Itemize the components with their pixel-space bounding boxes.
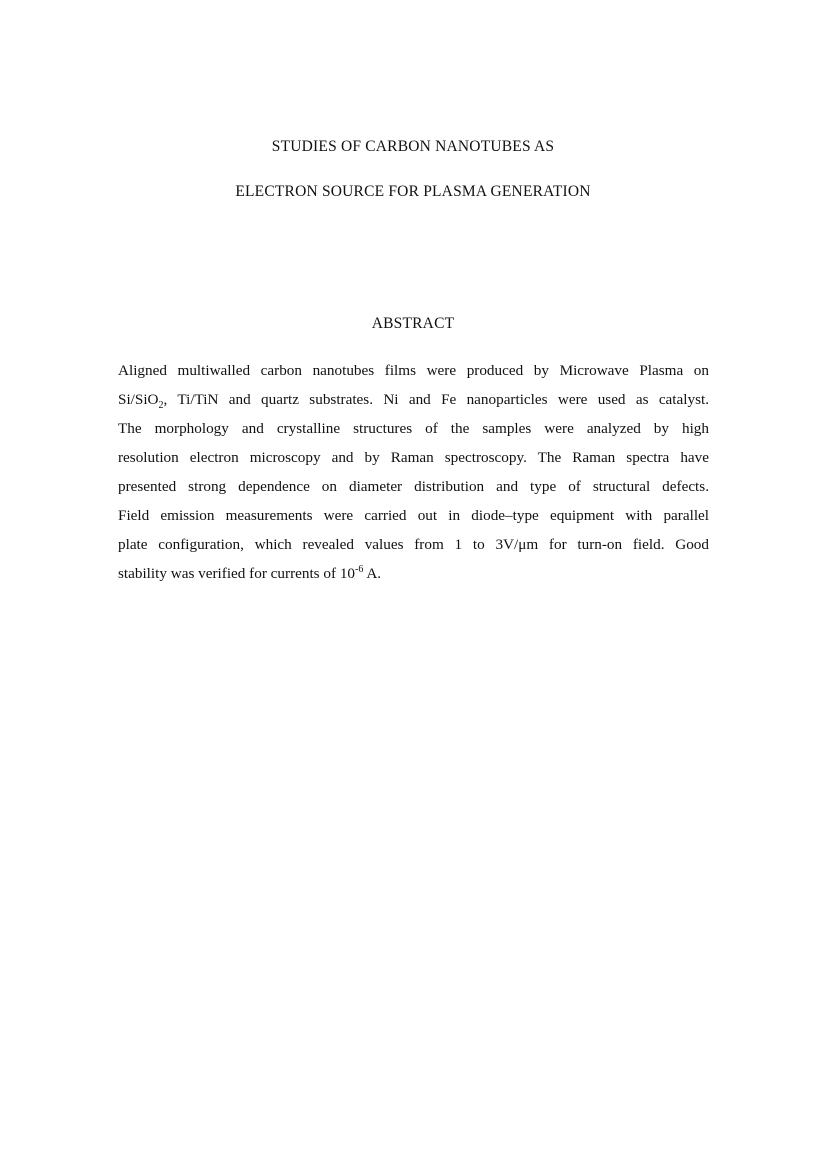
subscript: 2 [158, 400, 164, 412]
abstract-text: stability was verified for currents of 10 [118, 565, 356, 582]
superscript: -6 [355, 563, 364, 575]
paper-title-line-1: STUDIES OF CARBON NANOTUBES AS [271, 138, 555, 155]
abstract-text: , Ti/TiN and quartz substrates. Ni and Fe nanoparticles were used as catalyst. [163, 391, 709, 408]
abstract-text: Si/SiO [118, 391, 159, 408]
abstract-line: Field emission measurements were carried out in diode–type equipment with parallel [118, 507, 709, 524]
abstract-heading: ABSTRACT [371, 315, 455, 332]
abstract-text: A. [363, 565, 382, 582]
abstract-line [118, 385, 709, 414]
abstract-line: Aligned multiwalled carbon nanotubes films were produced by Microwave Plasma on [118, 362, 709, 379]
abstract-line [118, 559, 709, 588]
abstract-line: presented strong dependence on diameter distribution and type of structural defects. [118, 478, 709, 495]
abstract-line: plate configuration, which revealed values from 1 to 3V/μm for turn-on field. Good [118, 536, 709, 553]
paper-title-line-2: ELECTRON SOURCE FOR PLASMA GENERATION [235, 183, 591, 200]
abstract-body [118, 356, 709, 588]
abstract-line: The morphology and crystalline structures of the samples were analyzed by high [118, 420, 709, 437]
abstract-line: resolution electron microscopy and by Raman spectroscopy. The Raman spectra have [118, 449, 709, 466]
